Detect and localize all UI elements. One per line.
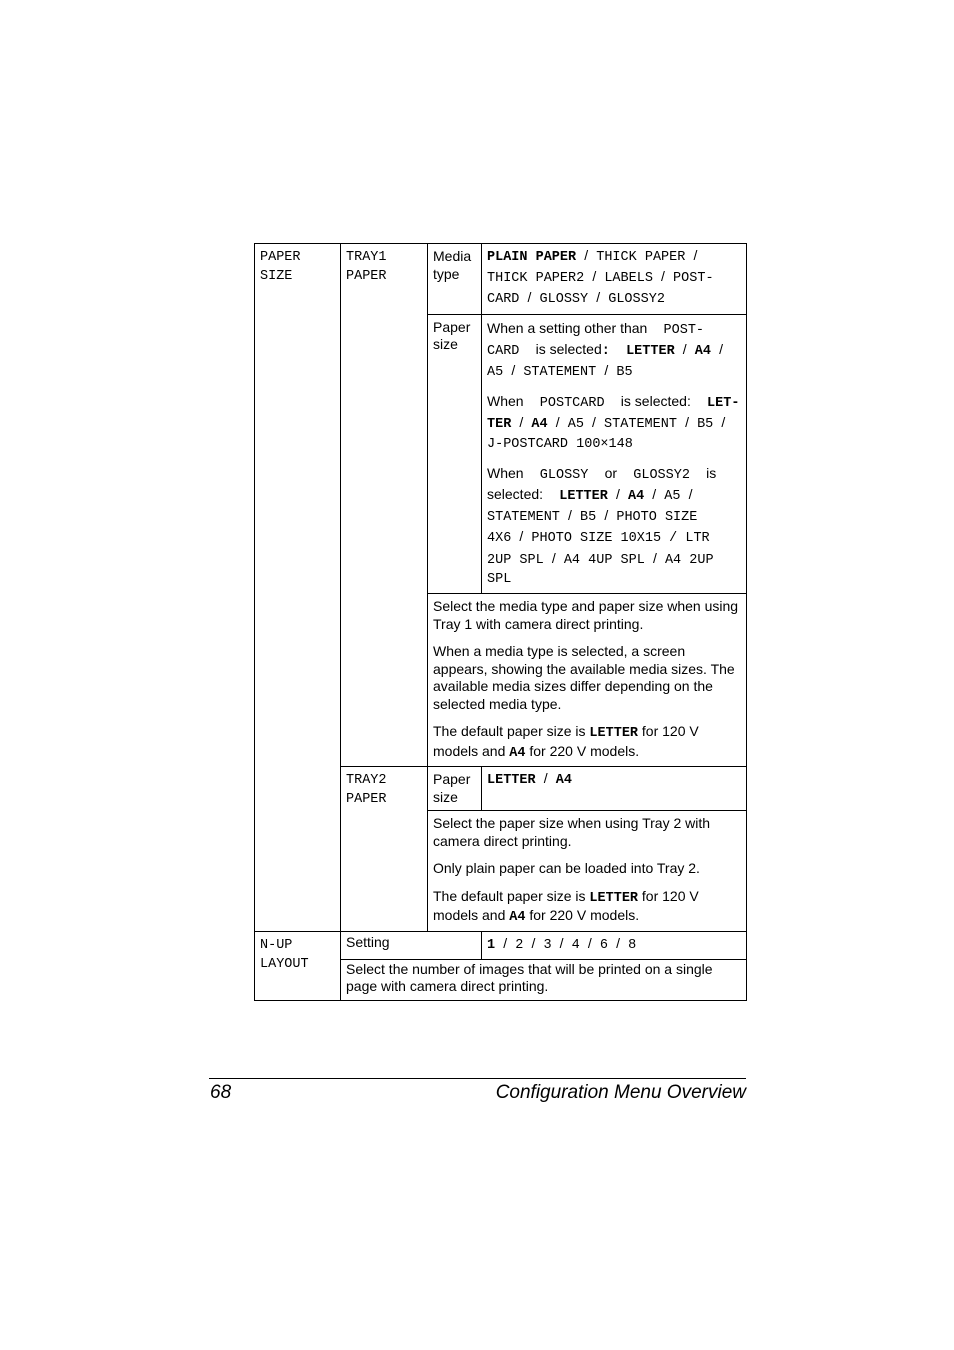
tray1-paper-size-label-2: size bbox=[433, 336, 458, 353]
case1-text-2: is selected bbox=[535, 340, 602, 357]
case3-text-1: When bbox=[487, 464, 524, 481]
tray1-desc-3 bbox=[433, 723, 742, 762]
tray1-desc-1: Select the media type and paper size when using Tray 1 with camera direct printing. bbox=[433, 598, 739, 632]
case1-text-1: When a setting other than bbox=[487, 319, 648, 336]
nup-value-1: 1 bbox=[487, 937, 496, 953]
nup-value-3: 3 bbox=[543, 937, 552, 953]
tray2-paper-size-values: LETTER / A4 bbox=[482, 767, 747, 811]
case3-a5: A5 bbox=[664, 489, 681, 505]
media-labels: LABELS bbox=[604, 271, 653, 287]
tray2-paper-size-label bbox=[428, 767, 482, 811]
case3-a4-2up-2: SPL bbox=[487, 571, 512, 587]
tray1-media-type-label-2: type bbox=[433, 265, 460, 282]
case3-ltr-2up-1: LTR bbox=[685, 531, 710, 547]
nup-layout-label-1: N-UP bbox=[260, 937, 293, 953]
case3-statement: STATEMENT bbox=[487, 510, 560, 526]
case3-text-is: is bbox=[706, 464, 717, 481]
case3-text-selected: selected: bbox=[487, 486, 544, 503]
case3-glossy2: GLOSSY2 bbox=[633, 467, 690, 483]
case2-a4: A4 bbox=[531, 417, 548, 433]
tray1-media-type-label-1: Media bbox=[433, 248, 472, 264]
tray2-desc-3-a: The default paper size is bbox=[433, 887, 586, 904]
nup-value-6: 6 bbox=[599, 937, 608, 953]
case1-statement: STATEMENT bbox=[523, 365, 597, 381]
case2-postcard: POSTCARD bbox=[539, 396, 605, 412]
tray2-paper-label-1: TRAY2 bbox=[346, 773, 387, 789]
menu-item-paper-size bbox=[255, 244, 341, 932]
nup-setting-label: Setting bbox=[341, 931, 482, 959]
tray2-desc-1: Select the paper size when using Tray 2 with camera direct printing. bbox=[433, 815, 711, 849]
tray1-desc-3-letter: LETTER bbox=[589, 726, 639, 742]
configuration-menu-table bbox=[254, 243, 747, 1001]
case1-letter: LETTER bbox=[626, 343, 675, 359]
nup-layout-label-2: LAYOUT bbox=[260, 956, 309, 972]
media-thick-paper: THICK PAPER bbox=[596, 250, 686, 265]
tray2-desc-3-c: for 220 V models. bbox=[529, 907, 640, 924]
nup-value-4: 4 bbox=[571, 937, 580, 953]
paper-size-case-glossy: When GLOSSY or GLOSSY2 is selected: LETTER / A4 / A5 / STATEMENT / B5 / PHOTO SIZE 4X6 / PHOTO SIZE 10X15 / LTR 2UP SPL / A4 4UP SPL / A4 2UP SPL bbox=[487, 464, 717, 587]
tray2-desc-2: Only plain paper can be loaded into Tray 2. bbox=[433, 860, 700, 877]
tray2-description bbox=[428, 811, 747, 932]
case2-jpostcard: J-POSTCARD 100×148 bbox=[487, 436, 633, 452]
case2-letter-1: LET- bbox=[707, 396, 740, 412]
media-postcard-1: POST- bbox=[673, 271, 714, 287]
case2-a5: A5 bbox=[567, 417, 584, 433]
tray2-desc-3-letter: LETTER bbox=[589, 890, 639, 906]
paper-size-case-other: When a setting other than POST- CARD is selected: LETTER / A4 / A5 / STATEMENT / B5 bbox=[487, 319, 723, 381]
media-glossy2: GLOSSY2 bbox=[608, 292, 665, 308]
media-glossy: GLOSSY bbox=[539, 292, 589, 308]
tray2-desc-3 bbox=[433, 888, 742, 927]
case3-text-or: or bbox=[604, 464, 618, 481]
submenu-tray2-paper bbox=[341, 767, 428, 932]
nup-description: Select the number of images that will be printed on a single page with camera direct printing. bbox=[341, 959, 747, 1000]
tray1-paper-size-values bbox=[482, 314, 747, 593]
tray1-desc-2: When a media type is selected, a screen appears, showing the available media sizes. The available media sizes differ depending on the selected media type. bbox=[433, 643, 735, 712]
case2-text-2: is selected: bbox=[620, 393, 691, 410]
tray1-desc-3-a4: A4 bbox=[509, 745, 526, 761]
case2-text-1: When bbox=[487, 393, 524, 410]
tray1-paper-label-1: TRAY1 bbox=[346, 250, 387, 265]
case3-ltr-2up-2: 2UP SPL bbox=[487, 552, 544, 568]
case3-photo-4x6-2: 4X6 bbox=[487, 531, 512, 547]
case3-glossy: GLOSSY bbox=[539, 467, 589, 483]
case3-b5: B5 bbox=[580, 510, 597, 526]
tray1-paper-size-label-1: Paper bbox=[433, 318, 471, 335]
tray2-desc-3-a4: A4 bbox=[509, 910, 526, 926]
case3-a4-2up-1: A4 2UP bbox=[664, 552, 714, 568]
tray2-desc-3-b: for 120 V models and bbox=[433, 887, 699, 924]
submenu-tray1-paper bbox=[341, 244, 428, 767]
case3-photo-4x6-1: PHOTO SIZE bbox=[616, 510, 698, 526]
case3-a4-4up: A4 4UP SPL bbox=[563, 552, 645, 568]
media-plain-paper: PLAIN PAPER bbox=[487, 250, 577, 265]
case3-letter: LETTER bbox=[559, 489, 608, 505]
tray2-paper-label-2: PAPER bbox=[346, 792, 387, 808]
tray2-letter: LETTER bbox=[487, 773, 536, 789]
menu-item-paper-size-label-2: SIZE bbox=[260, 269, 293, 284]
tray1-desc-3-a: The default paper size is bbox=[433, 723, 586, 740]
case3-a4: A4 bbox=[627, 489, 645, 505]
tray1-media-type-label bbox=[428, 244, 482, 315]
page-number: 68 bbox=[210, 1082, 232, 1103]
case1-a4: A4 bbox=[694, 343, 711, 359]
case1-b5: B5 bbox=[616, 365, 633, 381]
case3-photo-10x15: PHOTO SIZE 10X15 bbox=[531, 531, 662, 547]
case2-statement: STATEMENT bbox=[604, 417, 677, 433]
tray2-a4: A4 bbox=[555, 773, 572, 789]
tray1-description bbox=[428, 594, 747, 767]
nup-setting-values: 1 / 2 / 3 / 4 / 6 / 8 bbox=[482, 931, 747, 959]
case1-postcard-2: CARD bbox=[487, 343, 520, 359]
menu-item-nup-layout bbox=[255, 931, 341, 1000]
case1-a5: A5 bbox=[487, 365, 504, 381]
media-thick-paper2: THICK PAPER2 bbox=[487, 271, 585, 287]
case2-letter-2: TER bbox=[487, 417, 512, 433]
tray2-paper-size-label-1: Paper bbox=[433, 771, 471, 788]
section-title: Configuration Menu Overview bbox=[495, 1082, 746, 1103]
media-postcard-2: CARD bbox=[487, 292, 520, 308]
nup-value-2: 2 bbox=[515, 937, 524, 953]
tray1-media-type-values: PLAIN PAPER / THICK PAPER / THICK PAPER2 / LABELS / POST- CARD / GLOSSY / GLOSSY2 bbox=[482, 244, 747, 315]
tray1-paper-size-label bbox=[428, 314, 482, 593]
tray1-desc-3-b: for 120 V models and bbox=[433, 723, 699, 759]
menu-item-paper-size-label-1: PAPER bbox=[260, 250, 301, 265]
paper-size-case-postcard: When POSTCARD is selected: LET- TER / A4 / A5 / STATEMENT / B5 / J-POSTCARD 100×148 bbox=[487, 393, 740, 452]
nup-value-8: 8 bbox=[628, 937, 637, 953]
tray1-desc-3-c: for 220 V models. bbox=[529, 742, 640, 759]
case2-b5: B5 bbox=[697, 417, 714, 433]
case1-colon: : bbox=[601, 343, 610, 359]
tray1-paper-label-2: PAPER bbox=[346, 269, 387, 284]
case1-postcard-1: POST- bbox=[663, 322, 705, 338]
footer-rule bbox=[209, 1078, 746, 1079]
tray2-paper-size-label-2: size bbox=[433, 788, 458, 805]
